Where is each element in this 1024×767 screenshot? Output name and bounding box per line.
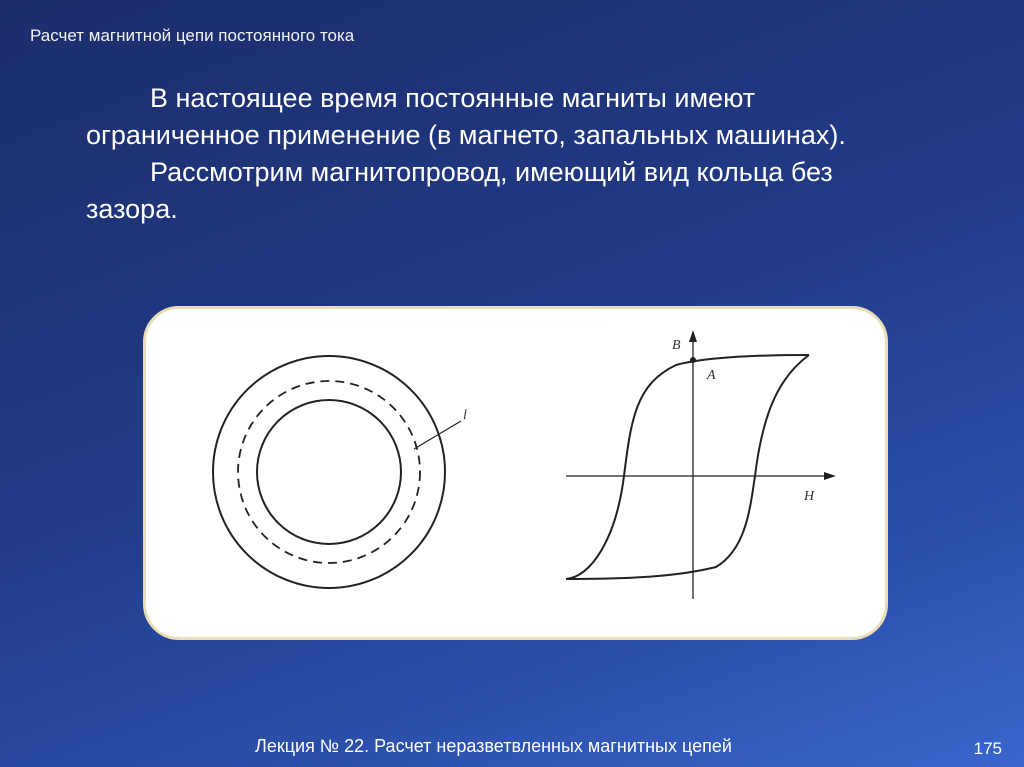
ring-label: l bbox=[463, 408, 467, 423]
b-axis-arrow bbox=[689, 330, 697, 342]
hysteresis-plot bbox=[566, 330, 836, 599]
ring-inner-circle bbox=[257, 400, 401, 544]
paragraph-1: В настоящее время постоянные магниты имеют ограниченное применение (в магнето, запальных машинах). bbox=[86, 83, 846, 150]
h-axis-label: H bbox=[804, 489, 815, 504]
slide-title: Расчет магнитной цепи постоянного тока bbox=[30, 26, 355, 45]
footer-lecture-title: Лекция № 22. Расчет неразветвленных магнитных цепей bbox=[255, 736, 732, 756]
h-axis-arrow bbox=[824, 472, 836, 480]
body-text bbox=[86, 80, 906, 228]
upper-branch bbox=[566, 355, 809, 579]
figure-panel bbox=[143, 306, 888, 640]
ring-core bbox=[213, 356, 467, 588]
figure-drawing bbox=[146, 309, 888, 640]
lower-branch bbox=[566, 355, 809, 579]
b-axis-label: B bbox=[672, 338, 681, 353]
ring-label-leader bbox=[414, 421, 461, 449]
page-number: 175 bbox=[973, 739, 1002, 758]
point-a-label: A bbox=[707, 368, 716, 383]
paragraph-2: Рассмотрим магнитопровод, имеющий вид кольца без зазора. bbox=[86, 157, 833, 224]
ring-outer-circle bbox=[213, 356, 445, 588]
point-a bbox=[690, 357, 696, 363]
ring-mean-line bbox=[238, 381, 420, 563]
